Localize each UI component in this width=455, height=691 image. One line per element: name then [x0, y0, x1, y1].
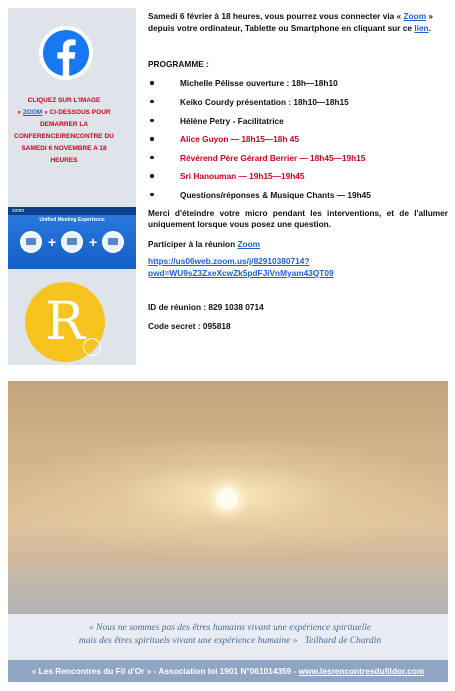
facebook-icon: [43, 30, 89, 76]
quote-text: [22, 622, 438, 648]
join-meeting: [148, 239, 448, 251]
plus-icon: +: [89, 234, 98, 250]
meeting-id: ID de réunion : 829 1038 0714: [148, 301, 264, 312]
plus-icon: +: [48, 234, 57, 250]
cta-text-1: CLIQUEZ SUR L'IMAGE: [27, 97, 101, 104]
mic-notice: Merci d'éteindre votre micro pendant les interventions, et de l'allumer uniquement lorsque vous posez une question.: [148, 207, 448, 230]
programme-item: Hélène Petry - Facilitatrice: [148, 115, 448, 134]
secret-code: Code secret : 095818: [148, 321, 231, 332]
meeting-url[interactable]: [148, 256, 448, 280]
quote-author: Teilhard de Chardin: [304, 636, 382, 646]
join-zoom-link[interactable]: Zoom: [237, 239, 261, 250]
quote-line-1: « Nous ne sommes pas des êtres humains vivant une expérience spirituelle: [88, 623, 372, 633]
logo-letter: R: [45, 292, 85, 352]
zoom-link[interactable]: Zoom: [403, 11, 427, 21]
quote-section: [8, 614, 448, 660]
association-logo: [25, 282, 105, 362]
join-label: Participer à la réunion: [148, 239, 238, 250]
logo-ring-icon: [83, 338, 101, 356]
sun-icon: [216, 488, 238, 510]
zoom-instructions: [10, 95, 118, 167]
cta-text-2: » CI-DESSOUS POUR DEMARRER LA CONFERENCE/RENCONTRE DU SAMEDI 6 NOVEMBRE A 18 HEURES: [14, 109, 114, 164]
mobile-device-icon: [102, 231, 124, 253]
cta-quote-open: «: [17, 109, 23, 116]
event-details: [148, 11, 448, 333]
programme-list: [148, 77, 448, 207]
meeting-url-line-2[interactable]: pwd=WU9sZ3ZxeXcwZk5pdFJiVnMyam43QT09: [148, 267, 334, 278]
meeting-url-line-1[interactable]: https://us06web.zoom.us/j/82910380714?: [148, 255, 310, 266]
zoom-banner-image[interactable]: [8, 207, 136, 269]
website-link[interactable]: www.lesrencontresdufildor.com: [298, 666, 425, 676]
intro-paragraph: [148, 11, 448, 35]
laptop-icon: [20, 231, 42, 253]
intro-text-1: Samedi 6 février à 18 heures, vous pourrez vous connecter via «: [148, 11, 404, 21]
programme-item: Questions/réponses & Musique Chants — 19h45: [148, 189, 448, 208]
conference-room-icon: [61, 231, 83, 253]
intro-text-3: .: [428, 22, 431, 33]
programme-item: Sri Hanouman — 19h15—19h45: [148, 170, 448, 189]
footer-text: « Les Rencontres du Fil d'Or » - Association loi 1901 N°061014359 -: [31, 666, 299, 676]
programme-item: Keiko Courdy présentation : 18h10—18h15: [148, 96, 448, 115]
footer: [8, 660, 448, 682]
intro-text-2: » depuis votre ordinateur, Tablette ou Smartphone en cliquant sur ce: [148, 11, 433, 33]
programme-item: Michelle Pélisse ouverture : 18h—18h10: [148, 77, 448, 96]
programme-item: Révérend Père Gérard Berrier — 18h45—19h15: [148, 152, 448, 171]
zoom-banner-title: Unified Meeting Experience: [39, 217, 105, 223]
sunset-photo: [8, 381, 448, 614]
programme-heading: PROGRAMME :: [148, 58, 209, 69]
programme-item: Alice Guyon — 18h15—18h 45: [148, 133, 448, 152]
lien-link[interactable]: lien: [414, 22, 429, 33]
facebook-link[interactable]: [39, 26, 93, 80]
cta-zoom-link[interactable]: ZOOM: [22, 109, 43, 116]
zoom-brand: zoom: [8, 207, 136, 215]
quote-line-2: mais des êtres spirituels vivant une expérience humaine »: [78, 636, 298, 646]
sea-horizon: [8, 566, 448, 614]
